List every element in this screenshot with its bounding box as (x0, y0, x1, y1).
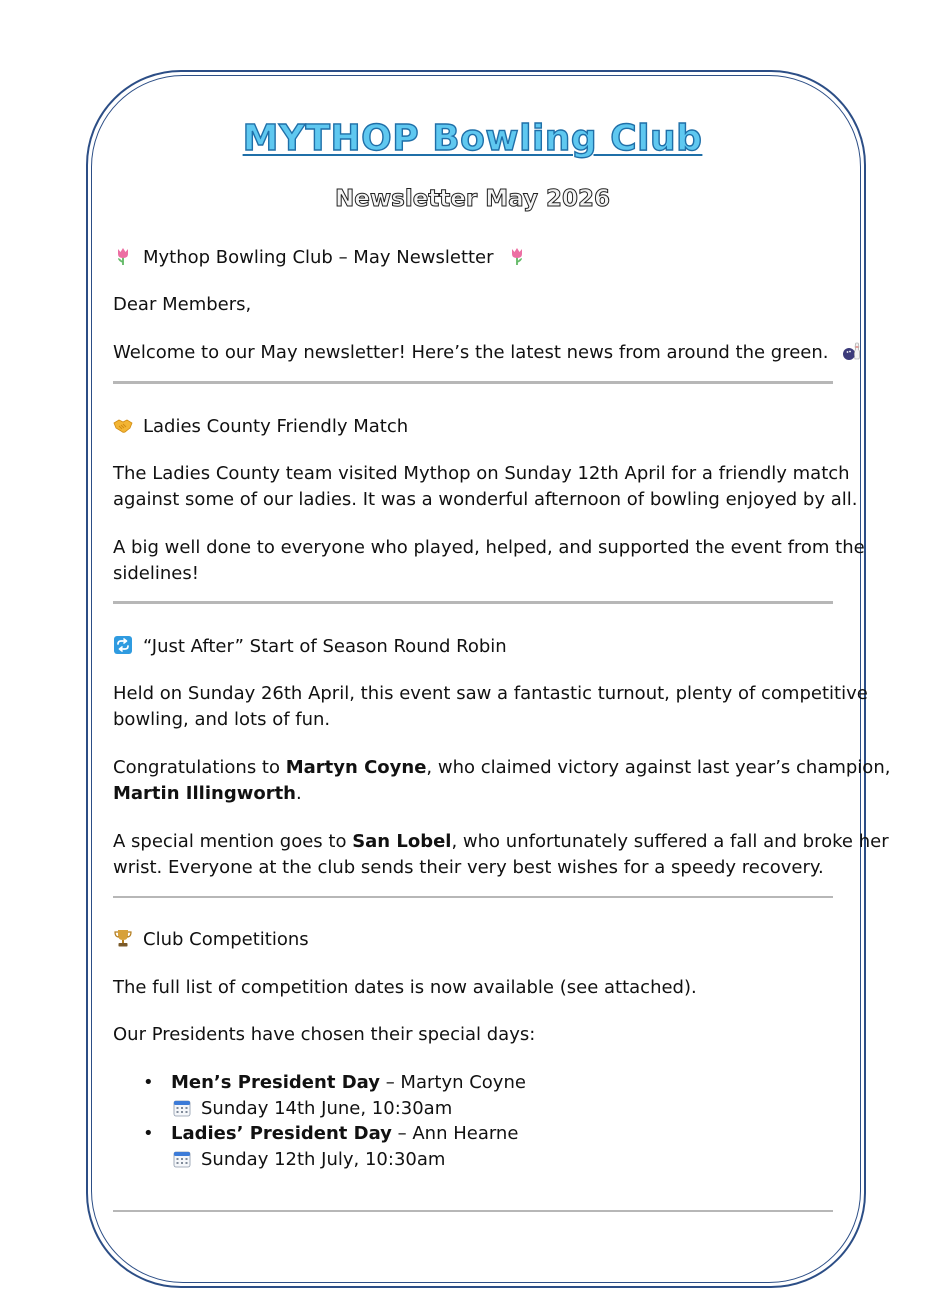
competitions-heading (113, 927, 309, 952)
round-robin-heading (113, 634, 507, 659)
ladies-match-para1-line1: The Ladies County team visited Mythop on Sunday 12th April for a friendly match (113, 463, 850, 484)
club-title: MYTHOP Bowling Club (242, 118, 703, 159)
competitions-heading-text: Club Competitions (143, 929, 309, 950)
ladies-match-para1-line2: against some of our ladies. It was a wonderful afternoon of bowling enjoyed by all. (113, 489, 858, 510)
competitions-para2: Our Presidents have chosen their special days: (113, 1024, 536, 1045)
ladies-match-para2-line1: A big well done to everyone who played, helped, and supported the event from the (113, 537, 865, 558)
list-item-sep: – (379, 1072, 401, 1093)
list-item-person: Ann Hearne (412, 1123, 519, 1144)
list-item-date-row (173, 1096, 452, 1121)
calendar-icon (173, 1099, 191, 1117)
list-item (143, 1070, 526, 1095)
mention-line (113, 829, 889, 854)
mention-pre: A special mention goes to (113, 831, 353, 852)
welcome-text (113, 340, 862, 365)
list-item-date-row (173, 1147, 445, 1172)
mention-post: , who unfortunately suffered a fall and broke her (451, 831, 889, 852)
mention-name: San Lobel (352, 831, 452, 852)
ladies-match-heading-text: Ladies County Friendly Match (143, 416, 409, 437)
bowling-icon (842, 341, 862, 361)
handshake-icon (113, 415, 133, 435)
greeting: Dear Members, (113, 294, 252, 315)
section-divider (113, 896, 833, 898)
list-item-person: Martyn Coyne (400, 1072, 526, 1093)
list-item-title: Men’s President Day (171, 1072, 380, 1093)
round-robin-heading-text: “Just After” Start of Season Round Robin (143, 636, 507, 657)
list-item-sep: – (391, 1123, 413, 1144)
section-divider (113, 381, 833, 384)
section-divider (113, 1210, 833, 1212)
ladies-match-heading (113, 414, 408, 439)
champion-post: . (296, 783, 302, 804)
section-divider (113, 601, 833, 604)
calendar-icon (173, 1150, 191, 1168)
list-item-date: Sunday 14th June, 10:30am (201, 1098, 453, 1119)
list-item (143, 1121, 518, 1146)
competitions-para1: The full list of competition dates is now available (see attached). (113, 977, 697, 998)
congrats-pre: Congratulations to (113, 757, 286, 778)
champion-line (113, 781, 302, 806)
welcome-text-body: Welcome to our May newsletter! Here’s the latest news from around the green. (113, 342, 829, 363)
mention-line2: wrist. Everyone at the club sends their very best wishes for a speedy recovery. (113, 857, 824, 878)
round-robin-para1-line1: Held on Sunday 26th April, this event saw a fantastic turnout, plenty of competitive (113, 683, 868, 704)
congrats-post: , who claimed victory against last year’s champion, (426, 757, 891, 778)
intro-heading (113, 245, 527, 270)
round-robin-para1-line2: bowling, and lots of fun. (113, 709, 331, 730)
champion-name: Martin Illingworth (113, 783, 296, 804)
trophy-icon (113, 928, 133, 948)
newsletter-subtitle: Newsletter May 2026 (335, 186, 610, 212)
winner-name: Martyn Coyne (285, 757, 427, 778)
tulip-icon (507, 246, 527, 266)
congrats-line (113, 755, 890, 780)
ladies-match-para2-line2: sidelines! (113, 563, 199, 584)
tulip-icon (113, 246, 133, 266)
bullet: • (143, 1123, 154, 1144)
list-item-title: Ladies’ President Day (171, 1123, 392, 1144)
list-item-date: Sunday 12th July, 10:30am (201, 1149, 446, 1170)
bullet: • (143, 1072, 154, 1093)
repeat-icon (113, 635, 133, 655)
intro-heading-text: Mythop Bowling Club – May Newsletter (143, 247, 494, 268)
